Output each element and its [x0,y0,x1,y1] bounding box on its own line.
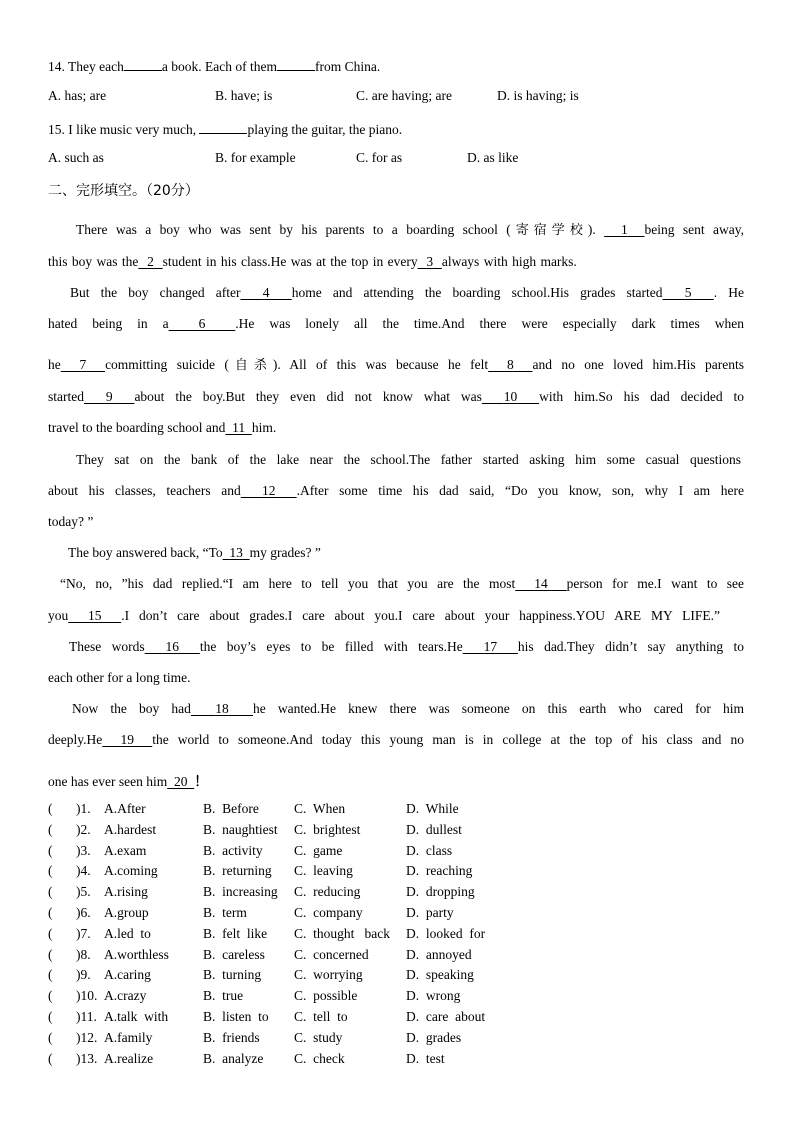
answer-bracket: ( [48,1029,53,1045]
answer-bracket: ( [48,801,53,816]
choice-row [48,1009,768,1029]
choice-row [48,863,768,883]
passage-line: “No, no, ”his dad replied.“I am here to tell you that you are the most 14 person for me.I want to see [60,576,745,591]
question-number: )6. [76,905,91,920]
passage-line: today? ” [48,514,94,529]
option-c: C. study [294,1029,343,1045]
passage-line: Now the boy had 18 he wanted.He knew there was someone on this earth who cared for him [72,701,745,716]
question-number: )4. [76,863,91,879]
passage-line: this boy was the 2 student in his class.He was at the top in every 3 always with high marks. [48,254,577,269]
option-a: A.worthless [104,946,169,962]
question-number: )11. [76,1009,97,1024]
question-number: )12. [76,1029,98,1045]
option-d: D. reaching [406,863,473,879]
answer-bracket: ( [48,842,53,858]
passage-line: one has ever seen him 20 ！ [48,774,208,789]
option-c: C. thought back [294,925,390,941]
choice-row [48,967,768,987]
option-c: C. leaving [294,863,353,879]
option-b: B. activity [203,842,263,858]
option-a: A.exam [104,842,147,858]
option-a: A.realize [104,1050,154,1066]
option-d: D. speaking [406,967,474,983]
option-b: B. true [203,988,244,1004]
question-number: )2. [76,821,91,837]
answer-bracket: ( [48,946,53,962]
passage-line: But the boy changed after 4 home and attending the boarding school.His grades started 5 . He [70,285,745,300]
passage-line: travel to the boarding school and 11 him. [48,420,277,435]
option-b: B. careless [203,946,265,962]
question-14: 14. They each a book. Each of them from China. [48,56,380,75]
option-b: B. term [203,905,247,920]
choice-row [48,843,768,863]
option-a: A.hardest [104,821,157,837]
section-title: 二、完形填空。（20分） [48,183,199,199]
answer-bracket: ( [48,988,53,1004]
option-a: A.caring [104,967,151,983]
option-b: B. Before [203,801,259,816]
option-a: A.crazy [104,988,147,1004]
option-d: D. dropping [406,884,475,900]
question-number: )10. [76,988,98,1004]
option-c: C. check [294,1050,345,1066]
choice-row [48,1051,768,1071]
question-15: 15. I like music very much, playing the guitar, the piano. [48,119,402,138]
option-b: B. listen to [203,1009,269,1024]
passage-line: These words 16 the boy’s eyes to be filled with tears.He 17 his dad.They didn’t say anything to [69,639,745,654]
question-number: )8. [76,946,91,962]
option-b: B. increasing [203,884,278,900]
option-b: B. for example [215,150,296,165]
blank [277,56,315,71]
answer-bracket: ( [48,884,53,900]
answer-bracket: ( [48,905,53,920]
option-c: C. possible [294,988,358,1004]
choice-row [48,947,768,967]
option-b: B. turning [203,967,262,983]
passage-line: started 9 about the boy.But they even did not know what was 10 with him.So his dad decided to [48,389,745,404]
option-d: D. party [406,905,454,920]
choice-row [48,1030,768,1050]
option-b: B. returning [203,863,272,879]
option-a: A. has; are [48,88,107,103]
option-c: C. reducing [294,884,361,900]
option-c: C. worrying [294,967,363,983]
passage-line: you 15 .I don’t care about grades.I care about you.I care about your happiness.YOU ARE MY LIFE.” [48,608,721,623]
option-b: B. felt like [203,925,268,941]
answer-bracket: ( [48,821,53,837]
option-c: C. brightest [294,821,361,837]
question-number: )7. [76,925,91,941]
option-c: C. for as [356,150,403,165]
option-d: D. While [406,801,459,816]
option-d: D. grades [406,1029,462,1045]
option-d: D. looked for [406,925,486,941]
option-a: A.led to [104,925,151,941]
option-b: B. naughtiest [203,821,278,837]
passage-line: deeply.He 19 the world to someone.And today this young man is in college at the top of his class and no [48,732,745,747]
option-d: D. class [406,842,453,858]
option-b: B. analyze [203,1050,264,1066]
answer-bracket: ( [48,925,53,941]
option-d: D. test [406,1050,445,1066]
answer-bracket: ( [48,863,53,879]
option-a: A. such as [48,150,104,165]
answer-bracket: ( [48,967,53,983]
option-b: B. friends [203,1029,260,1045]
option-a: A.After [104,801,146,816]
choice-row [48,801,768,821]
option-c: C. company [294,905,363,920]
option-c: C. When [294,801,346,816]
option-a: A.coming [104,863,158,879]
option-a: A.rising [104,884,148,900]
blank [199,119,247,134]
question-number: )5. [76,884,91,900]
blank [124,56,162,71]
option-a: A.family [104,1029,153,1045]
passage-line: hated being in a 6 .He was lonely all the time.And there were especially dark times when [48,316,744,331]
option-c: C. are having; are [356,88,452,103]
passage-line: about his classes, teachers and 12 .After some time his dad said, “Do you know, son, why I am here [48,483,744,498]
passage-line: he 7 committing suicide (自杀). All of this was because he felt 8 and no one loved him.His parents [48,357,745,373]
question-number: )9. [76,967,91,983]
answer-bracket: ( [48,1050,53,1066]
option-d: D. is having; is [497,88,579,103]
choice-row [48,884,768,904]
answer-bracket: ( [48,1009,53,1024]
option-c: C. concerned [294,946,369,962]
choice-row [48,822,768,842]
passage-line: There was a boy who was sent by his parents to a boarding school (寄宿学校). 1 being sent away, [76,222,744,238]
option-a: A.group [104,905,149,920]
option-c: C. tell to [294,1009,348,1024]
question-number: )1. [76,801,91,816]
passage-line: They sat on the bank of the lake near the school.The father started asking him some casual questions [76,452,741,467]
choice-row [48,905,768,925]
option-d: D. annoyed [406,946,472,962]
option-a: A.talk with [104,1009,169,1024]
option-d: D. care about [406,1009,486,1024]
option-d: D. wrong [406,988,461,1004]
option-d: D. dullest [406,821,462,837]
question-number: )13. [76,1050,98,1066]
question-number: )3. [76,842,91,858]
option-d: D. as like [467,150,519,165]
choice-row [48,926,768,946]
choice-row [48,988,768,1008]
passage-line: each other for a long time. [48,670,191,685]
option-c: C. game [294,842,343,858]
passage-line: The boy answered back, “To 13 my grades? ” [68,545,321,560]
option-b: B. have; is [215,88,273,103]
